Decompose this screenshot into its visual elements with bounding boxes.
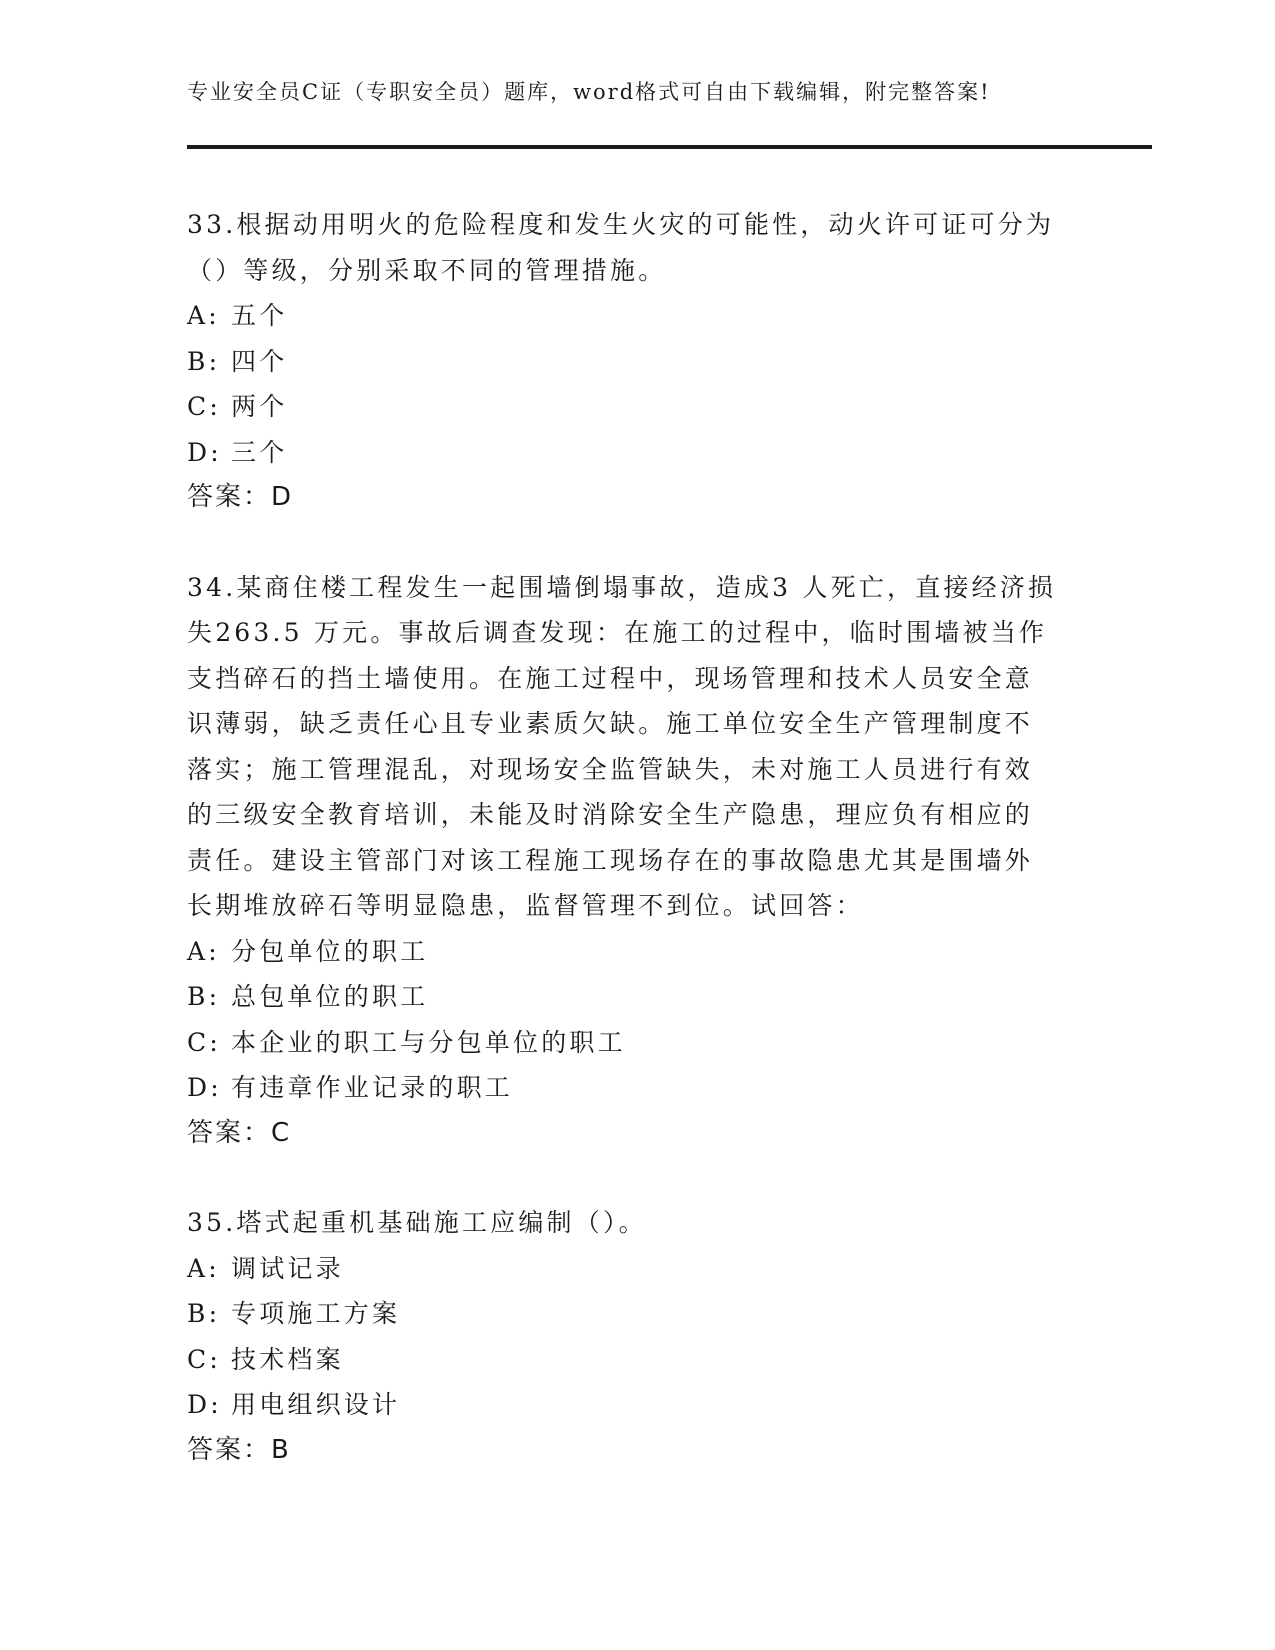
question-stem-line: 落实；施工管理混乱，对现场安全监管缺失，未对施工人员进行有效 xyxy=(187,754,1034,784)
option-text: 专项施工方案 xyxy=(231,1299,401,1328)
question-stem-line: 35.塔式起重机基础施工应编制（）。 xyxy=(187,1208,647,1237)
option-c xyxy=(187,1020,1087,1066)
question-34 xyxy=(187,565,1087,1157)
question-33 xyxy=(187,202,1087,521)
option-b xyxy=(187,974,1087,1020)
option-b xyxy=(187,339,1087,385)
option-c xyxy=(187,1337,1087,1383)
option-a xyxy=(187,1246,1087,1292)
option-d xyxy=(187,1065,1087,1111)
option-key: A: xyxy=(187,301,220,330)
question-stem-line: 识薄弱，缺乏责任心且专业素质欠缺。施工单位安全生产管理制度不 xyxy=(187,709,1034,738)
question-stem-line: 责任。建设主管部门对该工程施工现场存在的事故隐患尤其是围墙外 xyxy=(187,845,1034,875)
option-text: 用电组织设计 xyxy=(231,1390,401,1419)
option-c xyxy=(187,384,1087,430)
option-text: 四个 xyxy=(231,346,288,376)
question-stem-line: 长期堆放碎石等明显隐患，监督管理不到位。试回答： xyxy=(187,891,864,920)
option-text: 分包单位的职工 xyxy=(231,936,429,966)
question-stem-line: 34.某商住楼工程发生一起围墙倒塌事故，造成3 人死亡，直接经济损 xyxy=(187,572,1057,602)
option-key: C: xyxy=(187,1027,221,1057)
option-text: 五个 xyxy=(231,301,288,330)
page-header: 专业安全员C证（专职安全员）题库，word格式可自由下载编辑，附完整答案! xyxy=(187,80,991,104)
option-key: A: xyxy=(187,936,220,966)
option-text: 三个 xyxy=(231,437,288,467)
question-stem-line: （）等级，分别采取不同的管理措施。 xyxy=(187,255,667,285)
option-key: B: xyxy=(187,1299,221,1328)
option-key: D: xyxy=(187,1073,222,1102)
answer-line: 答案：B xyxy=(187,1434,291,1465)
option-key: B: xyxy=(187,982,221,1011)
answer-line: 答案：D xyxy=(187,482,294,512)
question-stem-line: 的三级安全教育培训，未能及时消除安全生产隐患，理应负有相应的 xyxy=(187,800,1034,829)
option-key: C: xyxy=(187,392,221,421)
question-list xyxy=(187,202,1087,1517)
option-a xyxy=(187,293,1087,339)
option-text: 有违章作业记录的职工 xyxy=(231,1073,514,1102)
question-35 xyxy=(187,1200,1087,1473)
answer-line: 答案：C xyxy=(187,1117,292,1148)
option-text: 本企业的职工与分包单位的职工 xyxy=(231,1027,626,1057)
option-key: C: xyxy=(187,1344,221,1374)
option-b xyxy=(187,1291,1087,1337)
option-key: A: xyxy=(187,1253,220,1283)
option-key: D: xyxy=(187,1390,222,1419)
question-stem-line: 33.根据动用明火的危险程度和发生火灾的可能性，动火许可证可分为 xyxy=(187,210,1055,239)
option-key: B: xyxy=(187,346,221,376)
option-text: 总包单位的职工 xyxy=(231,982,429,1011)
option-text: 技术档案 xyxy=(231,1344,344,1374)
option-d xyxy=(187,1382,1087,1428)
option-a xyxy=(187,929,1087,975)
option-key: D: xyxy=(187,437,222,467)
question-stem-line: 支挡碎石的挡土墙使用。在施工过程中，现场管理和技术人员安全意 xyxy=(187,663,1034,693)
option-text: 两个 xyxy=(231,392,288,421)
option-d xyxy=(187,430,1087,476)
question-stem-line: 失263.5 万元。事故后调查发现：在施工的过程中，临时围墙被当作 xyxy=(187,618,1048,647)
header-rule xyxy=(187,145,1152,149)
option-text: 调试记录 xyxy=(231,1253,344,1283)
